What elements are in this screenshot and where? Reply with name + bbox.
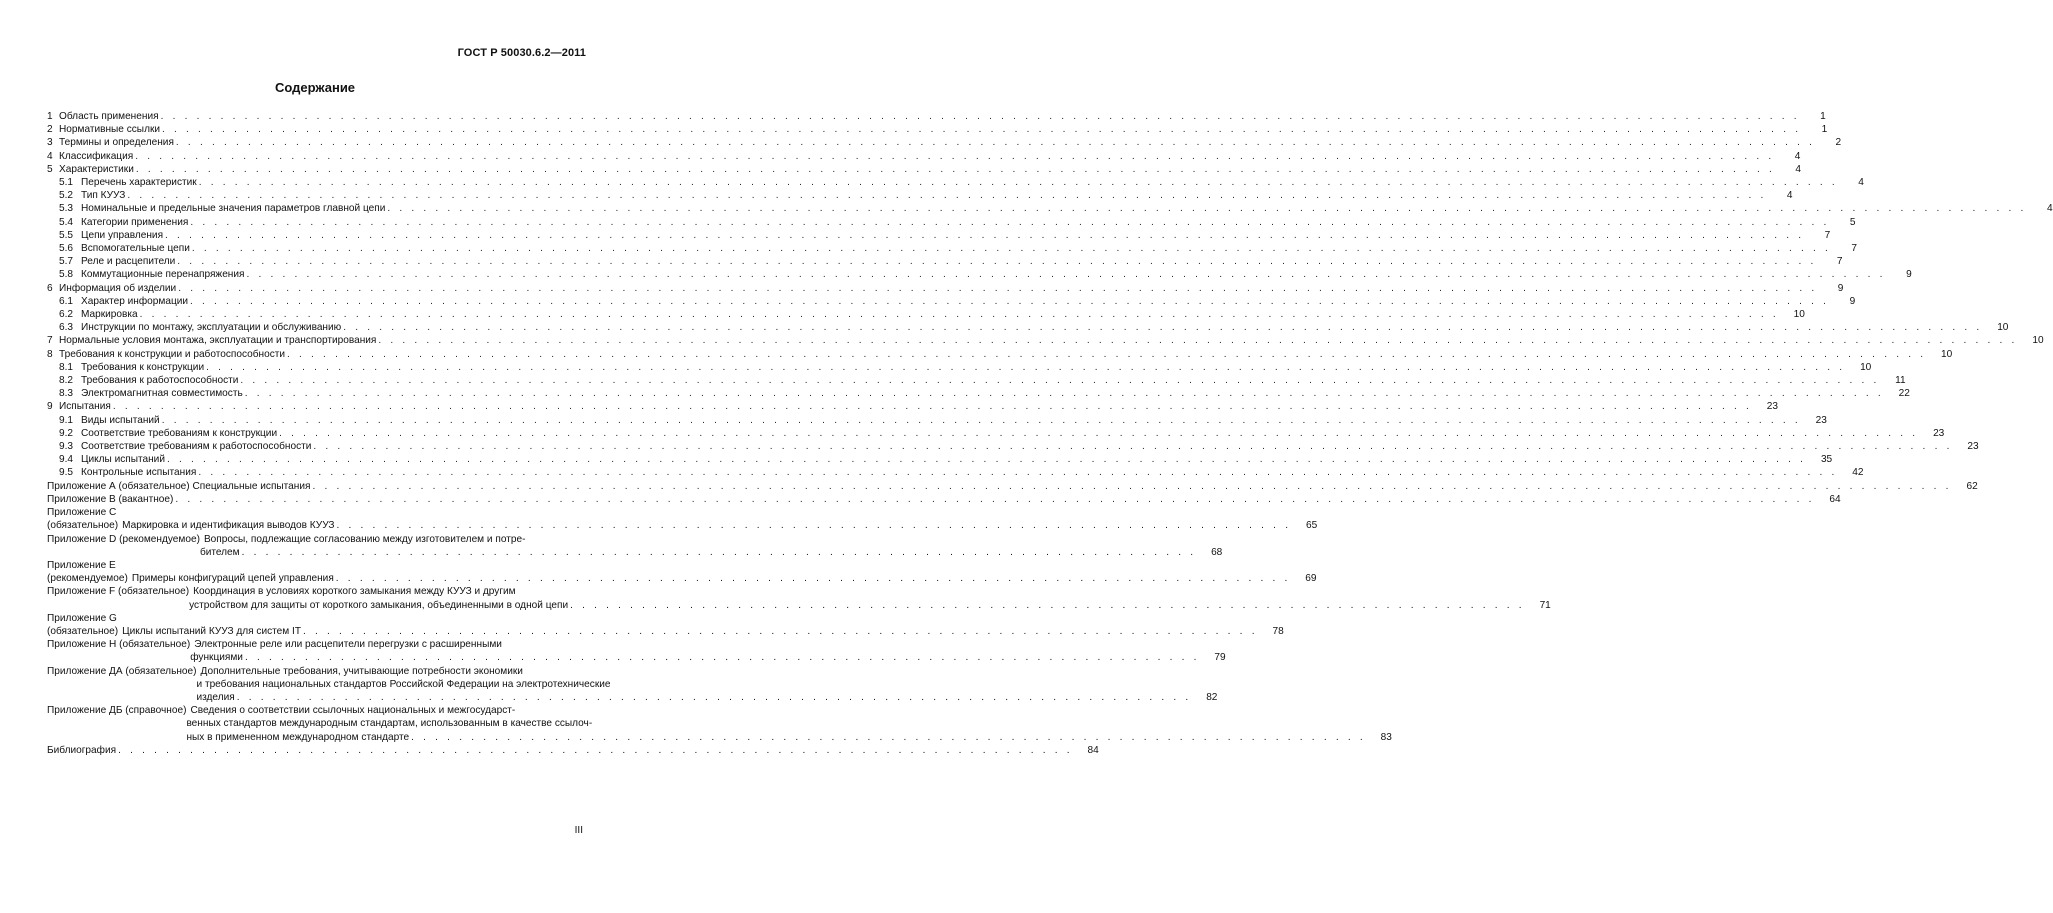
toc-entry[interactable] <box>47 176 1864 189</box>
annex-title-line: ных в примененном международном стандарте <box>186 731 410 743</box>
toc-entry-number: 5.2 <box>59 190 74 202</box>
dot-leader <box>190 295 1829 308</box>
annex-title-line: венных стандартов международным стандартам, использованным в качестве ссылоч- <box>186 718 593 730</box>
dot-leader <box>312 480 1951 493</box>
toc-entry-number: 5.5 <box>59 229 74 241</box>
table-of-contents <box>47 110 2053 757</box>
dot-leader <box>127 189 1766 202</box>
toc-entry-title: Нормальные условия монтажа, эксплуатации и транспортирования <box>59 335 377 347</box>
toc-entry-title: Классификация <box>59 150 134 162</box>
toc-annex-entry[interactable] <box>47 585 1551 611</box>
dot-leader <box>165 229 1804 242</box>
dot-leader <box>118 744 1073 757</box>
toc-entry-number: 1 <box>47 111 53 122</box>
dot-leader <box>343 321 1982 334</box>
annex-label: Приложение ДБ (справочное) <box>47 705 187 717</box>
toc-entry[interactable] <box>47 268 1912 281</box>
dot-leader <box>245 387 1884 400</box>
dot-leader <box>198 466 1837 479</box>
toc-annex-entry[interactable] <box>47 744 1099 757</box>
toc-entry-number: 2 <box>47 124 53 136</box>
toc-entry-number: 6 <box>47 282 53 294</box>
toc-entry-title: Категории применения <box>81 216 189 228</box>
toc-entry-page: 10 <box>1997 322 2009 334</box>
toc-entry-number: 5.8 <box>59 269 74 281</box>
dot-leader <box>313 440 1952 453</box>
toc-entry-number: 7 <box>47 335 53 347</box>
annex-title-line: функциями <box>190 652 243 664</box>
dot-leader <box>570 599 1525 612</box>
toc-entry-title: Коммутационные перенапряжения <box>81 269 245 281</box>
toc-entry-title: Требования к конструкции и работоспособности <box>59 348 286 360</box>
annex-label: Приложение С (обязательное) <box>47 507 119 532</box>
annex-title-line: Циклы испытаний КУУЗ для систем IT <box>122 625 301 637</box>
toc-entry-title: Цепи управления <box>81 229 164 241</box>
toc-entry-title: Контрольные испытания <box>81 467 197 479</box>
toc-annex-entry[interactable] <box>47 559 1317 585</box>
annex-title-line: Маркировка и идентификация выводов КУУЗ <box>122 520 335 532</box>
toc-entry-page: 4 <box>1795 163 1802 175</box>
dot-leader <box>162 414 1801 427</box>
toc-entry-title: Перечень характеристик <box>81 177 197 189</box>
toc-entry-title: Термины и определения <box>59 137 174 149</box>
toc-entry-title: Инструкции по монтажу, эксплуатации и обслуживанию <box>81 322 342 334</box>
toc-entry-page: 23 <box>1933 427 1945 439</box>
annex-title-line: Координация в условиях короткого замыкания между КУУЗ и другим <box>193 586 516 598</box>
toc-entry-title: Область применения <box>59 111 159 122</box>
toc-entry-title: Виды испытаний <box>81 414 160 426</box>
toc-entry-number: 4 <box>47 150 53 162</box>
annex-title-line: Дополнительные требования, учитывающие потребности экономики <box>200 665 523 677</box>
dot-leader <box>140 308 1779 321</box>
toc-entry[interactable] <box>47 321 2009 334</box>
toc-entry-number: 9.4 <box>59 454 74 466</box>
toc-entry-number: 9.2 <box>59 427 74 439</box>
toc-entry[interactable] <box>47 414 1827 427</box>
toc-entry[interactable] <box>47 136 1842 149</box>
toc-entry-page: 68 <box>1211 546 1223 558</box>
toc-entry-title: Нормативные ссылки <box>59 124 161 136</box>
toc-entry-page: 7 <box>1851 243 1858 255</box>
toc-entry-page: 64 <box>1829 493 1841 505</box>
dot-leader <box>246 268 1885 281</box>
toc-entry[interactable] <box>47 308 1805 321</box>
toc-entry-page: 1 <box>1820 111 1826 122</box>
toc-entry-page: 10 <box>2032 335 2044 347</box>
toc-entry-page: 42 <box>1852 467 1864 479</box>
toc-entry-title: Требования к конструкции <box>81 361 205 373</box>
toc-entry-number: 8.3 <box>59 388 74 400</box>
dot-leader <box>337 519 1292 532</box>
toc-entry-page: 83 <box>1380 731 1392 743</box>
toc-entry[interactable] <box>47 202 2053 215</box>
toc-entry-page: 9 <box>1837 282 1844 294</box>
dot-leader <box>177 255 1816 268</box>
standard-code: ГОСТ Р 50030.6.2—2011 <box>457 47 586 59</box>
toc-entry-page: 10 <box>1860 361 1872 373</box>
annex-label: Приложение F (обязательное) <box>47 586 190 598</box>
annex-title-line: Сведения о соответствии ссылочных национальных и межгосударст- <box>190 705 516 717</box>
toc-entry-title: Приложение В (вакантное) <box>47 493 174 505</box>
toc-entry-page: 7 <box>1836 256 1843 268</box>
dot-leader <box>287 348 1926 361</box>
toc-entry-page: 22 <box>1898 388 1910 400</box>
toc-entry-title: Номинальные и предельные значения параметров главной цепи <box>81 203 386 215</box>
dot-leader <box>192 242 1831 255</box>
toc-entry[interactable] <box>47 453 1833 466</box>
dot-leader <box>411 731 1366 744</box>
toc-entry-title: Соответствие требованиям к работоспособности <box>81 441 312 453</box>
toc-entry[interactable] <box>47 216 1856 229</box>
toc-entry-page: 23 <box>1815 414 1827 426</box>
toc-entry[interactable] <box>47 189 1793 202</box>
toc-entry-page: 62 <box>1966 480 1978 492</box>
dot-leader <box>242 546 1197 559</box>
toc-entry[interactable] <box>47 374 1906 387</box>
toc-entry-number: 9.1 <box>59 414 74 426</box>
toc-entry-number: 8.2 <box>59 375 74 387</box>
toc-entry-title: Соответствие требованиям к конструкции <box>81 427 278 439</box>
dot-leader <box>387 202 2026 215</box>
annex-label: Приложение D (рекомендуемое) <box>47 533 200 545</box>
toc-annex-entry[interactable] <box>47 533 1223 559</box>
toc-entry-number: 6.2 <box>59 309 74 321</box>
toc-entry-page: 1 <box>1821 124 1828 136</box>
toc-entry-number: 8 <box>47 348 53 360</box>
toc-entry[interactable] <box>47 282 1844 295</box>
toc-entry-page: 2 <box>1835 137 1842 149</box>
toc-entry-page: 71 <box>1539 599 1551 611</box>
toc-entry[interactable] <box>47 150 1801 163</box>
toc-entry-number: 9 <box>47 401 53 413</box>
toc-entry-title: Реле и расцепители <box>81 256 176 268</box>
annex-label: Библиография <box>47 744 117 756</box>
toc-entry-page: 4 <box>2046 203 2053 215</box>
toc-entry[interactable] <box>47 110 1826 123</box>
dot-leader <box>167 453 1806 466</box>
toc-entry[interactable] <box>47 255 1843 268</box>
toc-annex-entry[interactable] <box>47 704 1392 744</box>
toc-entry-number: 5.6 <box>59 243 74 255</box>
annex-title-line: Вопросы, подлежащие согласованию между изготовителем и потре- <box>203 533 526 545</box>
toc-entry-page: 5 <box>1849 216 1856 228</box>
annex-title-line: Примеры конфигураций цепей управления <box>131 573 334 585</box>
dot-leader <box>336 572 1291 585</box>
toc-entry-number: 9.3 <box>59 441 74 453</box>
dot-leader <box>176 136 1815 149</box>
toc-entry-title: Испытания <box>59 401 111 413</box>
toc-entry-page: 78 <box>1272 625 1284 637</box>
dot-leader <box>161 110 1800 123</box>
toc-entry-title: Электромагнитная совместимость <box>81 388 243 400</box>
toc-entry-page: 23 <box>1766 401 1779 413</box>
toc-entry-title: Тип КУУЗ <box>81 190 126 202</box>
toc-entry-title: Вспомогательные цепи <box>81 243 190 255</box>
page-title: Содержание <box>274 80 356 95</box>
toc-entry[interactable] <box>47 361 1872 374</box>
toc-entry[interactable] <box>47 480 1978 493</box>
toc-entry-number: 9.5 <box>59 467 74 479</box>
toc-entry-page: 4 <box>1858 177 1864 189</box>
toc-entry-title: Требования к работоспособности <box>81 375 239 387</box>
toc-entry[interactable] <box>47 163 1802 176</box>
toc-entry-number: 6.3 <box>59 322 74 334</box>
page-number: III <box>574 825 583 836</box>
annex-label: Приложение Е (рекомендуемое) <box>47 559 128 585</box>
toc-entry-number: 5.7 <box>59 256 74 268</box>
toc-entry-page: 65 <box>1305 520 1318 532</box>
toc-entry[interactable] <box>47 242 1858 255</box>
toc-entry-page: 69 <box>1305 573 1317 585</box>
toc-entry-number: 6.1 <box>59 295 74 307</box>
toc-entry-page: 7 <box>1824 229 1831 241</box>
dot-leader <box>190 216 1829 229</box>
toc-entry[interactable] <box>47 400 1779 413</box>
toc-entry-page: 10 <box>1941 348 1953 360</box>
toc-entry-title: Характер информации <box>81 295 188 307</box>
toc-entry-number: 5.3 <box>59 203 74 215</box>
toc-entry[interactable] <box>47 427 1945 440</box>
toc-entry-number: 3 <box>47 137 53 149</box>
dot-leader <box>279 427 1918 440</box>
toc-entry-title: Маркировка <box>81 309 138 321</box>
toc-entry-page: 79 <box>1214 652 1226 664</box>
toc-entry-number: 5.1 <box>59 177 74 189</box>
toc-entry-page: 9 <box>1849 295 1856 307</box>
dot-leader <box>240 374 1879 387</box>
dot-leader <box>175 493 1814 506</box>
dot-leader <box>135 150 1774 163</box>
toc-entry-number: 5 <box>47 163 53 175</box>
toc-annex-entry[interactable] <box>47 638 1226 664</box>
toc-entry-number: 8.1 <box>59 361 74 373</box>
toc-entry[interactable] <box>47 466 1864 479</box>
toc-entry-title: Информация об изделии <box>59 282 177 294</box>
toc-entry[interactable] <box>47 387 1910 400</box>
annex-title-line: и требования национальных стандартов Российской Федерации на электротехнические <box>196 678 611 690</box>
dot-leader <box>237 691 1192 704</box>
toc-entry[interactable] <box>47 229 1831 242</box>
toc-entry-page: 4 <box>1794 150 1801 162</box>
toc-entry[interactable] <box>47 295 1856 308</box>
toc-entry-title: Характеристики <box>59 163 134 175</box>
annex-label: Приложение G (обязательное) <box>47 612 119 637</box>
toc-entry-page: 23 <box>1967 441 1979 453</box>
toc-entry-page: 11 <box>1895 375 1906 387</box>
dot-leader <box>136 163 1775 176</box>
toc-entry-title: Циклы испытаний <box>81 454 165 466</box>
toc-entry[interactable] <box>47 440 1979 453</box>
dot-leader <box>162 123 1801 136</box>
toc-entry[interactable] <box>47 493 1841 506</box>
annex-title-line: устройством для защиты от короткого замыкания, объединенными в одной цепи <box>189 599 569 611</box>
dot-leader <box>206 361 1845 374</box>
dot-leader <box>178 282 1817 295</box>
toc-entry[interactable] <box>47 334 2044 347</box>
dot-leader <box>303 625 1258 638</box>
annex-title-line: Электронные реле или расцепители перегрузки с расширенными <box>194 639 502 651</box>
toc-entry-title: Приложение А (обязательное) Специальные испытания <box>47 480 311 492</box>
toc-annex-entry[interactable] <box>47 665 1218 705</box>
toc-entry[interactable] <box>47 123 1828 136</box>
annex-label: Приложение Н (обязательное) <box>47 639 191 651</box>
toc-entry-page: 35 <box>1820 454 1833 466</box>
toc-annex-entry[interactable] <box>47 506 1318 532</box>
toc-entry-page: 9 <box>1906 269 1912 281</box>
dot-leader <box>245 651 1200 664</box>
toc-entry-page: 84 <box>1087 744 1099 756</box>
dot-leader <box>378 334 2017 347</box>
dot-leader <box>199 176 1838 189</box>
annex-title-line: изделия <box>196 691 235 703</box>
annex-label: Приложение ДА (обязательное) <box>47 665 197 677</box>
annex-title-line: бителем <box>199 546 240 558</box>
toc-entry[interactable] <box>47 348 1953 361</box>
toc-entry-page: 82 <box>1206 691 1218 703</box>
dot-leader <box>113 400 1752 413</box>
toc-annex-entry[interactable] <box>47 612 1284 638</box>
toc-entry-page: 10 <box>1793 309 1805 321</box>
toc-entry-number: 5.4 <box>59 216 74 228</box>
toc-entry-page: 4 <box>1786 190 1793 202</box>
